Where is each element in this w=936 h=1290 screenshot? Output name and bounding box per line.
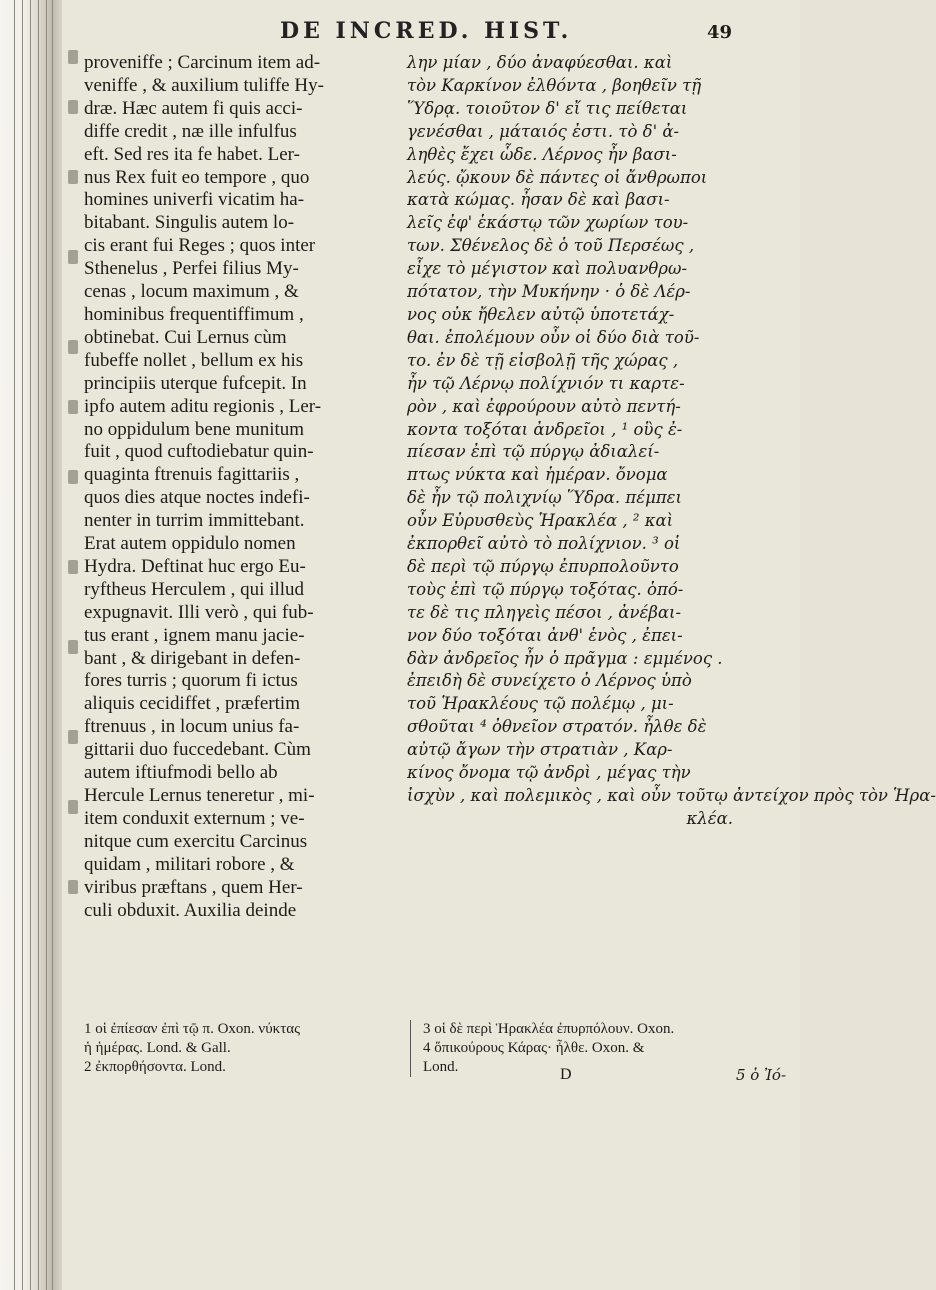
greek-text-line: λεῖς ἐφ' ἑκάστῳ τῶν χωρίων του-: [407, 213, 689, 233]
running-head: DE INCRED. HIST.: [280, 18, 573, 44]
latin-text-line: quaginta ftrenuis fagittariis ,: [84, 464, 300, 486]
latin-text-line: nitque cum exercitu Carcinus: [84, 830, 308, 852]
footnote-line: 4 ὅπικούρους Κάρας· ἦλθε. Oxon. &: [423, 1040, 645, 1056]
latin-text-line: fores turris ; quorum fi ictus: [84, 670, 298, 692]
greek-text-line: το. ἐν δὲ τῇ εἰσβολῇ τῆς χώρας ,: [407, 350, 679, 370]
book-gutter: [0, 0, 62, 1290]
signature-mark: D: [560, 1066, 572, 1083]
greek-text-line: ἐπειδὴ δὲ συνείχετο ὁ Λέρνος ὑπὸ: [407, 671, 692, 691]
greek-text-line: δὲ ἦν τῷ πολιχνίῳ Ὕδρα. πέμπει: [407, 488, 683, 508]
page-header: [62, 16, 762, 50]
footnotes-right: [410, 1020, 783, 1077]
catchword: 5 ὁ Ἰό-: [736, 1066, 787, 1084]
binding-edge-marks: [62, 40, 86, 920]
footnote-line: ἡ ἡμέρας. Lond. & Gall.: [84, 1040, 231, 1056]
greek-text-line: ληθὲς ἔχει ὧδε. Λέρνος ἦν βασι-: [407, 144, 677, 164]
latin-text-line: ipfo autem aditu regionis , Ler-: [84, 395, 322, 417]
latin-text-line: nenter in turrim immittebant.: [84, 510, 305, 532]
greek-text-line: τοὺς ἐπὶ τῷ πύργῳ τοξότας. ὁπό-: [407, 579, 684, 599]
footnote-line: 3 οἱ δὲ περὶ Ἡρακλέα ἐπυρπόλουν. Oxon.: [423, 1021, 675, 1037]
latin-text-line: ftrenuus , in locum unius fa-: [84, 716, 300, 738]
greek-text-line: νος οὐκ ἤθελεν αὐτῷ ὑποτετάχ-: [407, 304, 675, 324]
greek-text-line: αὐτῷ ἄγων τὴν στρατιὰν , Καρ-: [407, 740, 673, 760]
latin-text-line: proveniffe ; Carcinum item ad-: [84, 52, 321, 73]
greek-text-line: κατὰ κώμας. ἦσαν δὲ καὶ βασι-: [407, 190, 670, 210]
greek-text-column: [407, 52, 936, 831]
latin-text-line: principiis uterque fufcepit. In: [84, 372, 307, 394]
greek-text-line: τὸν Καρκίνον ἐλθόντα , βοηθεῖν τῇ: [407, 75, 702, 95]
footnote-line: 1 οἱ ἐπίεσαν ἐπὶ τῷ π. Oxon. νύκτας: [84, 1021, 301, 1037]
greek-text-line: σθοῦται ⁴ ὀθνεῖον στρατόν. ἦλθε δὲ: [407, 717, 707, 737]
greek-text-line: ἦν τῷ Λέρνῳ πολίχνιόν τι καρτε-: [407, 373, 685, 393]
latin-text-line: diffe credit , næ ille infulfus: [84, 120, 297, 142]
latin-text-line: hominibus frequentiffimum ,: [84, 303, 304, 325]
latin-text-column: [84, 52, 384, 922]
latin-text-line: Sthenelus , Perfei filius My-: [84, 258, 299, 280]
page-number: 49: [706, 22, 732, 43]
greek-text-line: θαι. ἐπολέμουν οὖν οἱ δύο διὰ τοῦ-: [407, 327, 700, 347]
latin-text-line: no oppidulum bene munitum: [84, 418, 305, 440]
greek-text-line: ρὸν , καὶ ἐφρούρουν αὐτὸ πεντή-: [407, 396, 681, 416]
greek-text-line: νον δύο τοξόται ἀνθ' ἑνὸς , ἐπει-: [407, 625, 683, 645]
greek-text-line: οὖν Εὐρυσθεὺς Ἡρακλέα , ² καὶ: [407, 511, 674, 531]
greek-text-line: λην μίαν , δύο ἀναφύεσθαι. καὶ: [407, 53, 673, 72]
greek-text-line: Ὕδρᾳ. τοιοῦτον δ' εἴ τις πείθεται: [407, 98, 688, 118]
latin-text-line: bant , & dirigebant in defen-: [84, 647, 301, 669]
latin-text-line: quidam , militari robore , &: [84, 853, 295, 875]
latin-text-line: autem iftiufmodi bello ab: [84, 762, 278, 784]
latin-text-line: veniffe , & auxilium tuliffe Hy-: [84, 74, 324, 96]
latin-text-line: nus Rex fuit eo tempore , quo: [84, 166, 310, 188]
greek-text-line: δὲ περὶ τῷ πύργῳ ἐπυρπολοῦντο: [407, 556, 679, 576]
latin-text-line: Hercule Lernus teneretur , mi-: [84, 785, 315, 806]
greek-text-line: τοῦ Ἡρακλέους τῷ πολέμῳ , μι-: [407, 694, 674, 714]
latin-text-line: item conduxit externum ; ve-: [84, 807, 305, 829]
footnote-line: Lond.: [423, 1059, 459, 1075]
latin-text-line: fuit , quod cuftodiebatur quin-: [84, 441, 314, 463]
latin-text-line: tus erant , ignem manu jacie-: [84, 624, 305, 646]
latin-text-line: viribus præftans , quem Her-: [84, 876, 303, 898]
greek-text-line: ἰσχὺν , καὶ πολεμικὸς , καὶ οὖν τοῦτῳ ἀντείχον πρὸς τὸν Ἡρα-: [407, 786, 936, 805]
greek-text-line: κοντα τοξόται ἀνδρεῖοι , ¹ οὓς ἐ-: [407, 419, 683, 439]
greek-text-line: πτως νύκτα καὶ ἡμέραν. ὄνομα: [407, 465, 668, 485]
latin-text-line: expugnavit. Illi verò , qui fub-: [84, 601, 314, 623]
greek-text-line: γενέσθαι , μάταιός ἐστι. τὸ δ' ἀ-: [407, 121, 680, 141]
latin-text-line: gittarii duo fuccedebant. Cùm: [84, 739, 311, 761]
greek-text-line: δὰν ἀνδρεῖος ἦν ὁ πρᾶγμα : εμμένος .: [407, 648, 723, 668]
greek-text-line: κίνος ὄνομα τῷ ἀνδρὶ , μέγας τὴν: [407, 763, 691, 783]
latin-text-line: ryftheus Herculem , qui illud: [84, 578, 305, 600]
latin-text-line: cis erant fui Reges ; quos inter: [84, 235, 316, 257]
latin-text-line: aliquis cecidiffet , præfertim: [84, 693, 300, 715]
greek-text-line: λεύς. ᾤκουν δὲ πάντες οἱ ἄνθρωποι: [407, 167, 708, 187]
greek-text-line: εἶχε τὸ μέγιστον καὶ πολυανθρω-: [407, 259, 688, 279]
greek-text-line: πότατον, τὴν Μυκήνην · ὁ δὲ Λέρ-: [407, 282, 691, 302]
latin-text-line: Erat autem oppidulo nomen: [84, 533, 296, 555]
greek-text-line: πίεσαν ἐπὶ τῷ πύργῳ ἀδιαλεί-: [407, 442, 660, 462]
latin-text-line: homines univerfi vicatim ha-: [84, 189, 305, 211]
greek-text-line: ἐκπορθεῖ αὐτὸ τὸ πολίχνιον. ³ οἱ: [407, 534, 681, 554]
greek-text-line: κλέα.: [686, 808, 733, 828]
latin-text-line: culi obduxit. Auxilia deinde: [84, 899, 297, 921]
latin-text-line: fubeffe nollet , bellum ex his: [84, 349, 304, 371]
latin-text-line: dræ. Hæc autem fi quis acci-: [84, 97, 303, 119]
latin-text-line: cenas , locum maximum , &: [84, 281, 299, 303]
footnote-line: 2 ἐκπορθήσοντα. Lond.: [84, 1059, 226, 1075]
latin-text-line: obtinebat. Cui Lernus cùm: [84, 326, 287, 348]
greek-text-line: τε δὲ τις πληγεὶς πέσοι , ἀνέβαι-: [407, 602, 682, 622]
latin-text-line: Hydra. Deftinat huc ergo Eu-: [84, 555, 306, 577]
latin-text-line: bitabant. Singulis autem lo-: [84, 212, 295, 234]
footnotes-left: [84, 1020, 404, 1077]
greek-text-line: των. Σθένελος δὲ ὁ τοῦ Περσέως ,: [407, 236, 695, 256]
latin-text-line: eft. Sed res ita fe habet. Ler-: [84, 143, 300, 165]
latin-text-line: quos dies atque noctes indefi-: [84, 487, 310, 509]
